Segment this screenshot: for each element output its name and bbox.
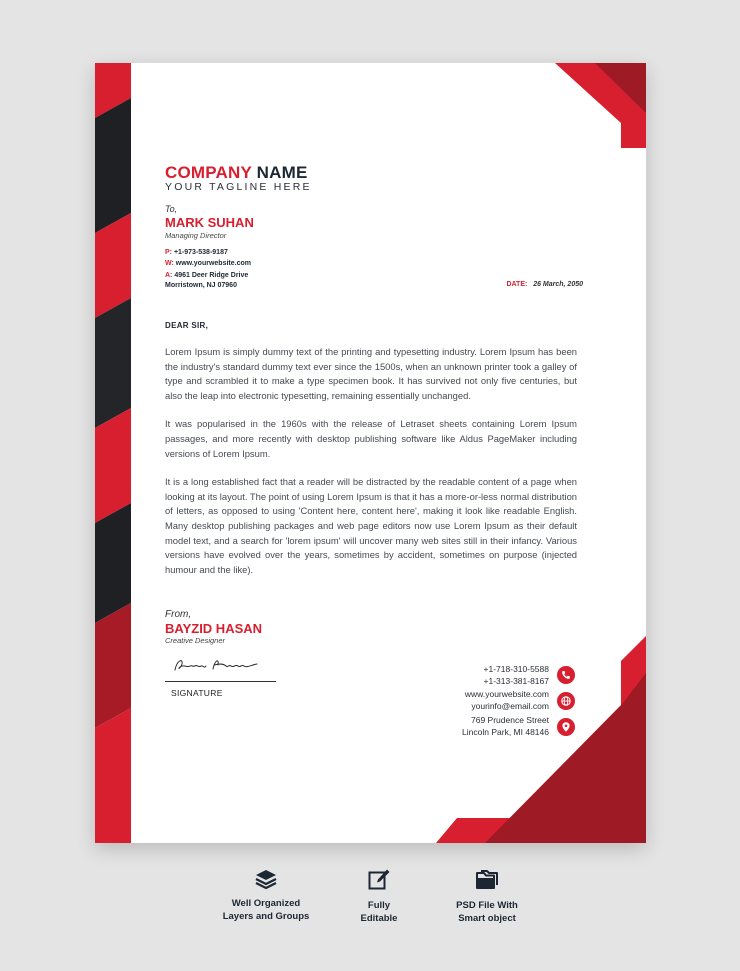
folder-icon: [474, 868, 500, 892]
feature-list: [0, 868, 740, 948]
letter-body: [165, 345, 577, 591]
contact-address-line-2: Lincoln Park, MI 48146: [462, 727, 549, 737]
date-value: 26 March, 2050: [533, 281, 583, 288]
edit-icon: [367, 868, 391, 892]
contact-address-line-1: 769 Prudence Street: [471, 715, 549, 725]
signature-image: [171, 654, 263, 678]
recipient-title: Managing Director: [165, 231, 227, 240]
contact-phone-2: +1-313-381-8167: [483, 676, 549, 686]
company-name-part1: COMPANY: [165, 163, 252, 182]
address-line-1: 4961 Deer Ridge Drive: [174, 272, 249, 279]
contact-website[interactable]: www.yourwebsite.com: [464, 689, 549, 699]
salutation: DEAR SIR,: [165, 321, 209, 330]
letter-date: [506, 281, 583, 288]
sender-title: Creative Designer: [165, 636, 226, 645]
location-pin-icon: [557, 718, 575, 736]
feature-editable-line-2: Editable: [360, 913, 398, 924]
feature-editable: [339, 868, 419, 925]
date-label: DATE:: [506, 281, 528, 288]
address-label: A:: [165, 272, 173, 279]
feature-layers-line-1: Well Organized: [231, 898, 301, 909]
phone-icon: [557, 666, 575, 684]
recipient-address: [165, 271, 248, 280]
contact-online: [409, 688, 549, 712]
letterhead-page: [95, 63, 646, 843]
left-stripe-8: [95, 708, 131, 843]
feature-psd-line-1: PSD File With: [456, 900, 518, 911]
recipient-address-line-2: Morristown, NJ 07960: [165, 282, 237, 289]
phone-value: +1-973-538-9187: [173, 249, 228, 256]
company-name: [165, 163, 308, 183]
paragraph-3: It is a long established fact that a reader will be distracted by the readable content of a page when looking at its layout. The point of using Lorem Ipsum is that it has a more-or-less normal distribution of letters, as opposed to using 'Content here, content here', making it look like readable English. Many desktop publishing packages and web page editors now use Lorem Ipsum as their default model text, and a search for 'lorem ipsum' will uncover many web sites still in their infancy. Various versions have evolved over the years, sometimes by accident, sometimes on purpose (injected humour and the like).: [165, 476, 577, 575]
left-stripe-5: [95, 408, 131, 523]
left-stripe-7: [95, 603, 131, 728]
feature-layers-line-2: Layers and Groups: [222, 911, 310, 922]
web-label: W:: [165, 260, 174, 267]
feature-layers: [206, 868, 326, 923]
from-label: From,: [165, 609, 192, 620]
recipient-website: [165, 259, 251, 268]
paragraph-1: Lorem Ipsum is simply dummy text of the printing and typesetting industry. Lorem Ipsum has been the industry's standard dummy text ever since the 1500s, when an unknown printer took a galley of type and scrambled it to make a type specimen book. It has survived not only five centuries, but also the leap into electronic typesetting, remaining essentially unchanged.: [165, 346, 577, 401]
to-label: To,: [165, 204, 178, 214]
company-name-part2: NAME: [256, 163, 308, 182]
layers-icon: [254, 868, 278, 890]
feature-editable-line-1: Fully: [367, 900, 391, 911]
website-value[interactable]: www.yourwebsite.com: [175, 260, 251, 267]
signature-label: SIGNATURE: [171, 688, 223, 698]
globe-icon: [557, 692, 575, 710]
contact-email[interactable]: yourinfo@email.com: [471, 701, 549, 711]
phone-label: P:: [165, 249, 172, 256]
left-stripe-4: [95, 298, 131, 428]
company-tagline: YOUR TAGLINE HERE: [165, 181, 312, 193]
contact-phones: [409, 663, 549, 687]
recipient-name: MARK SUHAN: [165, 215, 254, 230]
paragraph-2: It was popularised in the 1960s with the release of Letraset sheets containing Lorem Ipsum passages, and more recently with desktop publishing software like Aldus PageMaker including versions of Lorem Ipsum.: [165, 418, 577, 459]
recipient-phone: [165, 248, 228, 257]
sender-name: BAYZID HASAN: [165, 621, 263, 636]
left-stripe-2: [95, 98, 131, 233]
left-stripe-6: [95, 503, 131, 623]
signature-line: [165, 681, 276, 682]
feature-psd: [432, 868, 542, 925]
feature-psd-line-2: Smart object: [458, 913, 516, 924]
contact-address: [409, 714, 549, 738]
contact-phone-1: +1-718-310-5588: [483, 664, 549, 674]
